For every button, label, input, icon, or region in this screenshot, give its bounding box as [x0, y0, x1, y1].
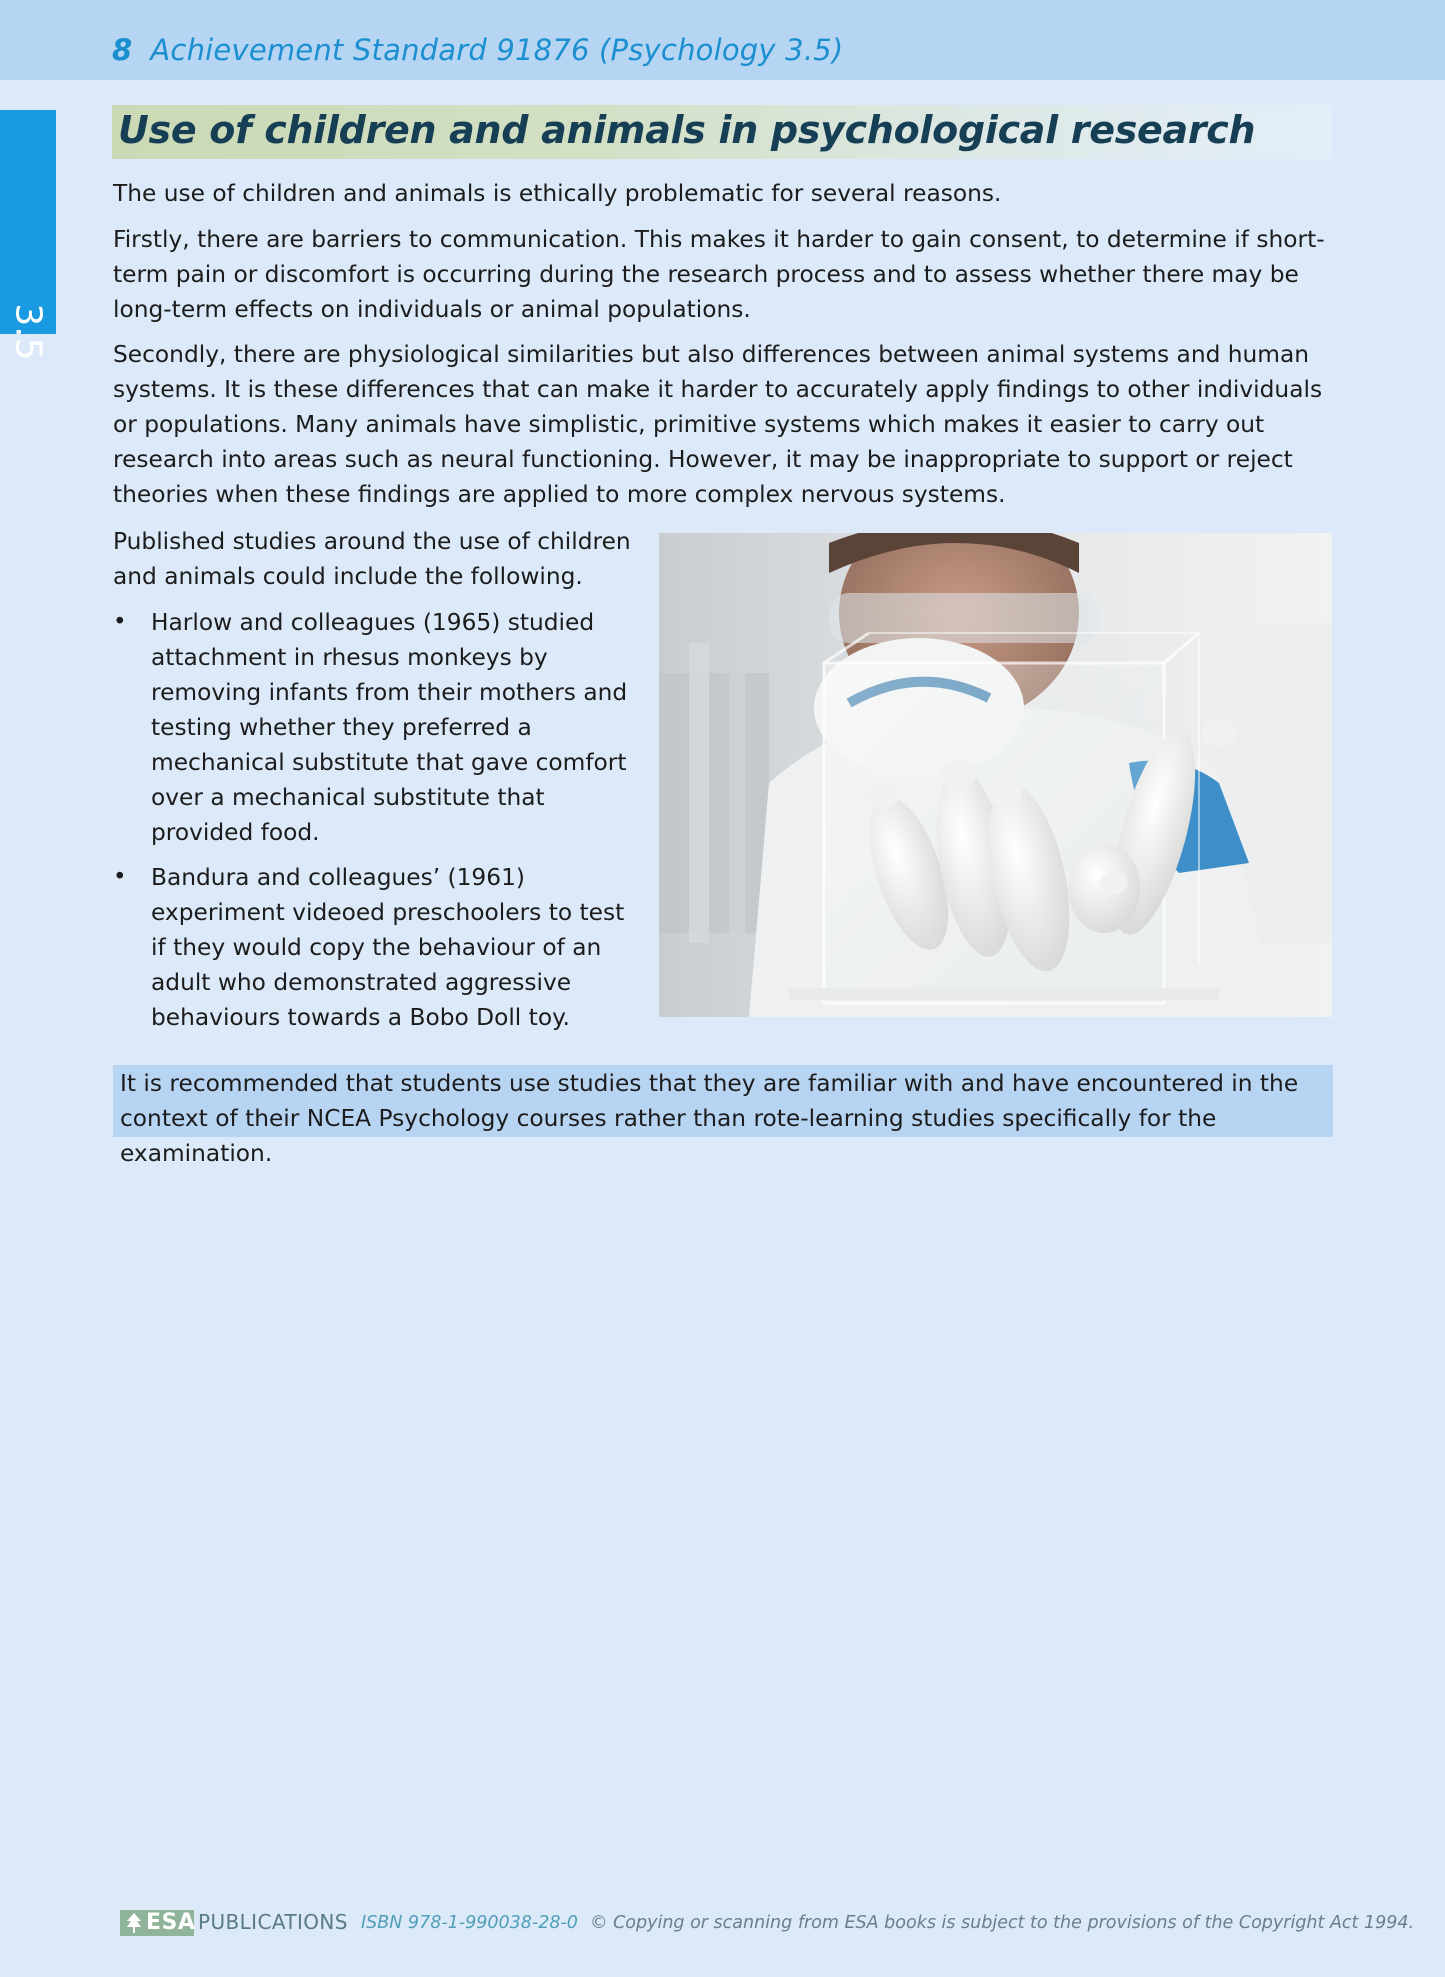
logo-text: ESA: [146, 1910, 196, 1935]
page-number: 8: [112, 33, 133, 67]
section-title-bar: [112, 105, 1332, 159]
study-text: Bandura and colleagues’ (1961) experiment videoed preschoolers to test if they would copy the behaviour of an adult who demonstrated aggressive behaviours towards a Bobo Doll toy.: [151, 864, 625, 1031]
physiology-paragraph: Secondly, there are physiological similarities but also differences between animal systems and human systems. It is these differences that can make it harder to accurately apply findings to other individuals or populations. Many animals have simplistic, primitive systems which makes it easier to carry out research into areas such as neural functioning. However, it may be inappropriate to support or reject theories when these findings are applied to more complex nervous systems.: [113, 341, 1323, 508]
study-text: Harlow and colleagues (1965) studied attachment in rhesus monkeys by removing infants from their mothers and testing whether they preferred a mechanical substitute that gave comfort over a mechanical substitute that provided food.: [151, 609, 628, 846]
section-tab-label: 3.5: [7, 303, 49, 361]
bullet-icon: •: [113, 864, 127, 890]
communication-paragraph: Firstly, there are barriers to communication. This makes it harder to gain consent, to determine if short-term pain or discomfort is occurring during the research process and to assess whether there may be long-term effects on individuals or animal populations.: [113, 226, 1325, 323]
isbn: ISBN 978-1-990038-28-0: [361, 1913, 578, 1933]
recommendation-note: [113, 1065, 1333, 1167]
recommendation-text: It is recommended that students use studies that they are familiar with and have encountered in the context of their NCEA Psychology courses rather than rote-learning studies specifically for the examination.: [120, 1070, 1299, 1167]
studies-list: [113, 605, 633, 1045]
running-header: [112, 33, 843, 67]
bullet-icon: •: [113, 609, 127, 635]
running-title: Achievement Standard 91876 (Psychology 3.5): [150, 33, 844, 67]
list-item: [113, 605, 633, 850]
publisher-name: PUBLICATIONS: [198, 1910, 348, 1934]
copyright-notice: © Copying or scanning from ESA books is subject to the provisions of the Copyright Act 1994.: [590, 1913, 1415, 1933]
lab-mice-photo: [659, 533, 1332, 1017]
tree-icon: [125, 1912, 143, 1934]
list-item: [113, 860, 633, 1035]
intro-paragraph: The use of children and animals is ethically problematic for several reasons.: [113, 180, 1002, 207]
section-title: Use of children and animals in psychological research: [118, 108, 1256, 152]
studies-lead-paragraph: Published studies around the use of children and animals could include the following.: [113, 528, 631, 590]
esa-logo: [120, 1910, 194, 1936]
section-tab: [0, 110, 56, 361]
